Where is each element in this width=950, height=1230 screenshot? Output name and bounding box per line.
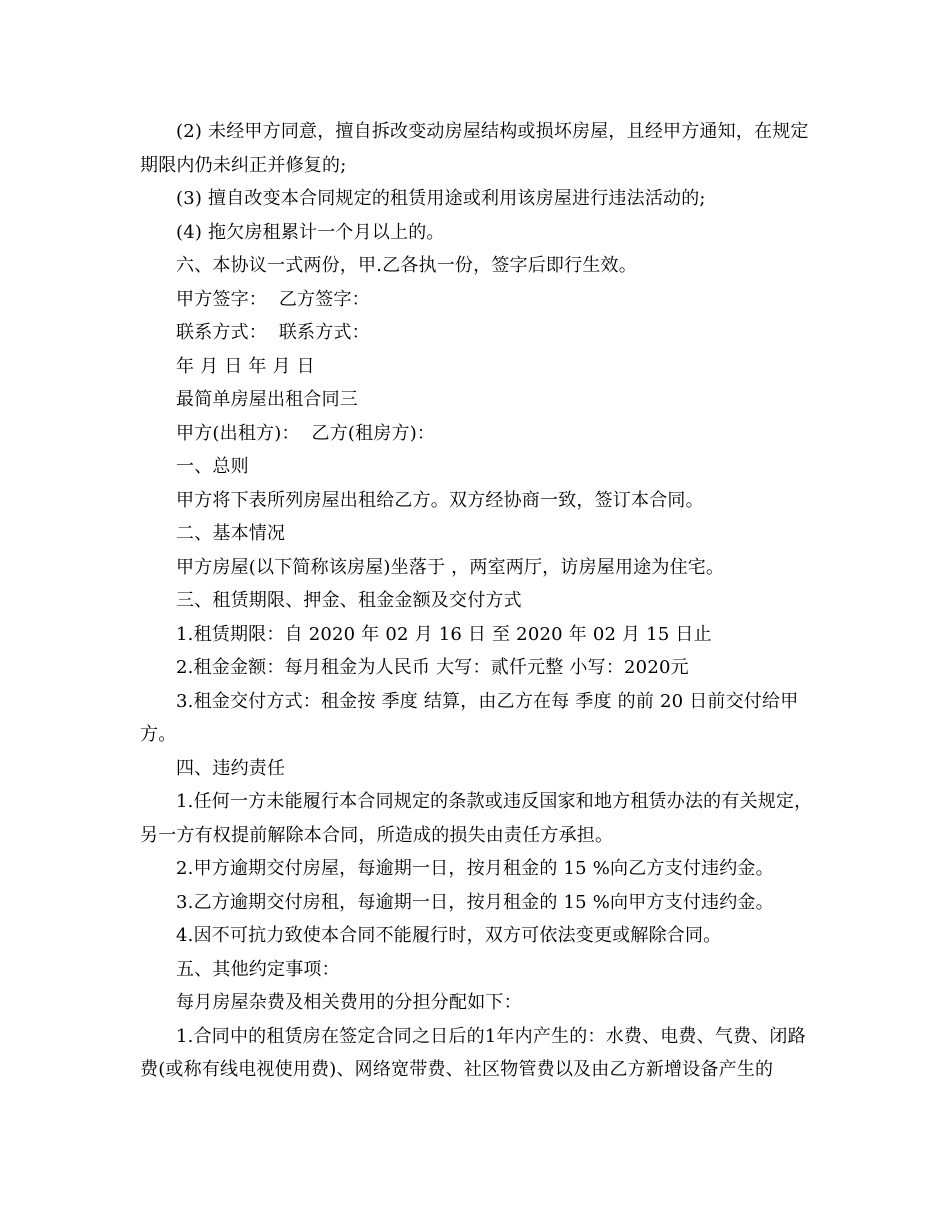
paragraph-breach-2: 2.甲方逾期交付房屋，每逾期一日，按月租金的 15 %向乙方支付违约金。 <box>176 858 774 879</box>
paragraph-payment-method: 3.租金交付方式：租金按 季度 结算，由乙方在每 季度 的前 20 日前交付给甲方。 <box>140 690 799 745</box>
section-heading-breach: 四、违约责任 <box>176 757 286 779</box>
section-heading-lease-terms: 三、租赁期限、押金、租金金额及交付方式 <box>176 590 522 611</box>
paragraph-breach-3: 3.乙方逾期交付房租，每逾期一日，按月租金的 15 %向甲方支付违约金。 <box>176 891 774 913</box>
paragraph-breach-4: 4.因不可抗力致使本合同不能履行时，双方可依法变更或解除合同。 <box>176 925 722 946</box>
section-heading-other: 五、其他约定事项： <box>176 958 340 980</box>
contract-title: 最简单房屋出租合同三 <box>176 389 358 410</box>
paragraph-fees-intro: 每月房屋杂费及相关费用的分担分配如下： <box>176 992 522 1013</box>
paragraph-basic-info: 甲方房屋(以下简称该房屋)坐落于 ，两室两厅，访房屋用途为住宅。 <box>176 556 725 578</box>
section-heading-general: 一、总则 <box>176 456 249 477</box>
section-heading-basic-info: 二、基本情况 <box>176 523 286 544</box>
paragraph-rent-amount: 2.租金金额：每月租金为人民币 大写：贰仟元整 小写：2020元 <box>176 657 689 678</box>
document-body <box>140 115 820 1087</box>
paragraph-clause-2: (2) 未经甲方同意，擅自拆改变动房屋结构或损坏房屋，且经甲方通知，在规定期限内仍未纠正并修复的; <box>140 121 809 176</box>
paragraph-clause-4: (4) 拖欠房租累计一个月以上的。 <box>176 221 445 243</box>
paragraph-section-6: 六、本协议一式两份，甲.乙各执一份，签字后即行生效。 <box>176 255 637 276</box>
contact-line: 联系方式： 联系方式： <box>176 322 370 343</box>
signature-line: 甲方签字： 乙方签字： <box>176 288 370 310</box>
paragraph-fees-1: 1.合同中的租赁房在签定合同之日后的1年内产生的：水费、电费、气费、闭路费(或称有线电视使用费)、网络宽带费、社区物管费以及由乙方新增设备产生的 <box>140 1025 806 1080</box>
paragraph-lease-period: 1.租赁期限：自 2020 年 02 月 16 日 至 2020 年 02 月 15 日止 <box>176 623 712 645</box>
parties-line: 甲方(出租方)： 乙方(租房方)： <box>176 422 436 444</box>
paragraph-clause-3: (3) 擅自改变本合同规定的租赁用途或利用该房屋进行违法活动的; <box>176 188 706 209</box>
date-line: 年 月 日 年 月 日 <box>176 355 315 377</box>
paragraph-breach-1: 1.任何一方未能履行本合同规定的条款或违反国家和地方租赁办法的有关规定，另一方有权提前解除本合同，所造成的损失由责任方承担。 <box>140 791 813 846</box>
paragraph-general: 甲方将下表所列房屋出租给乙方。双方经协商一致，签订本合同。 <box>176 489 704 511</box>
